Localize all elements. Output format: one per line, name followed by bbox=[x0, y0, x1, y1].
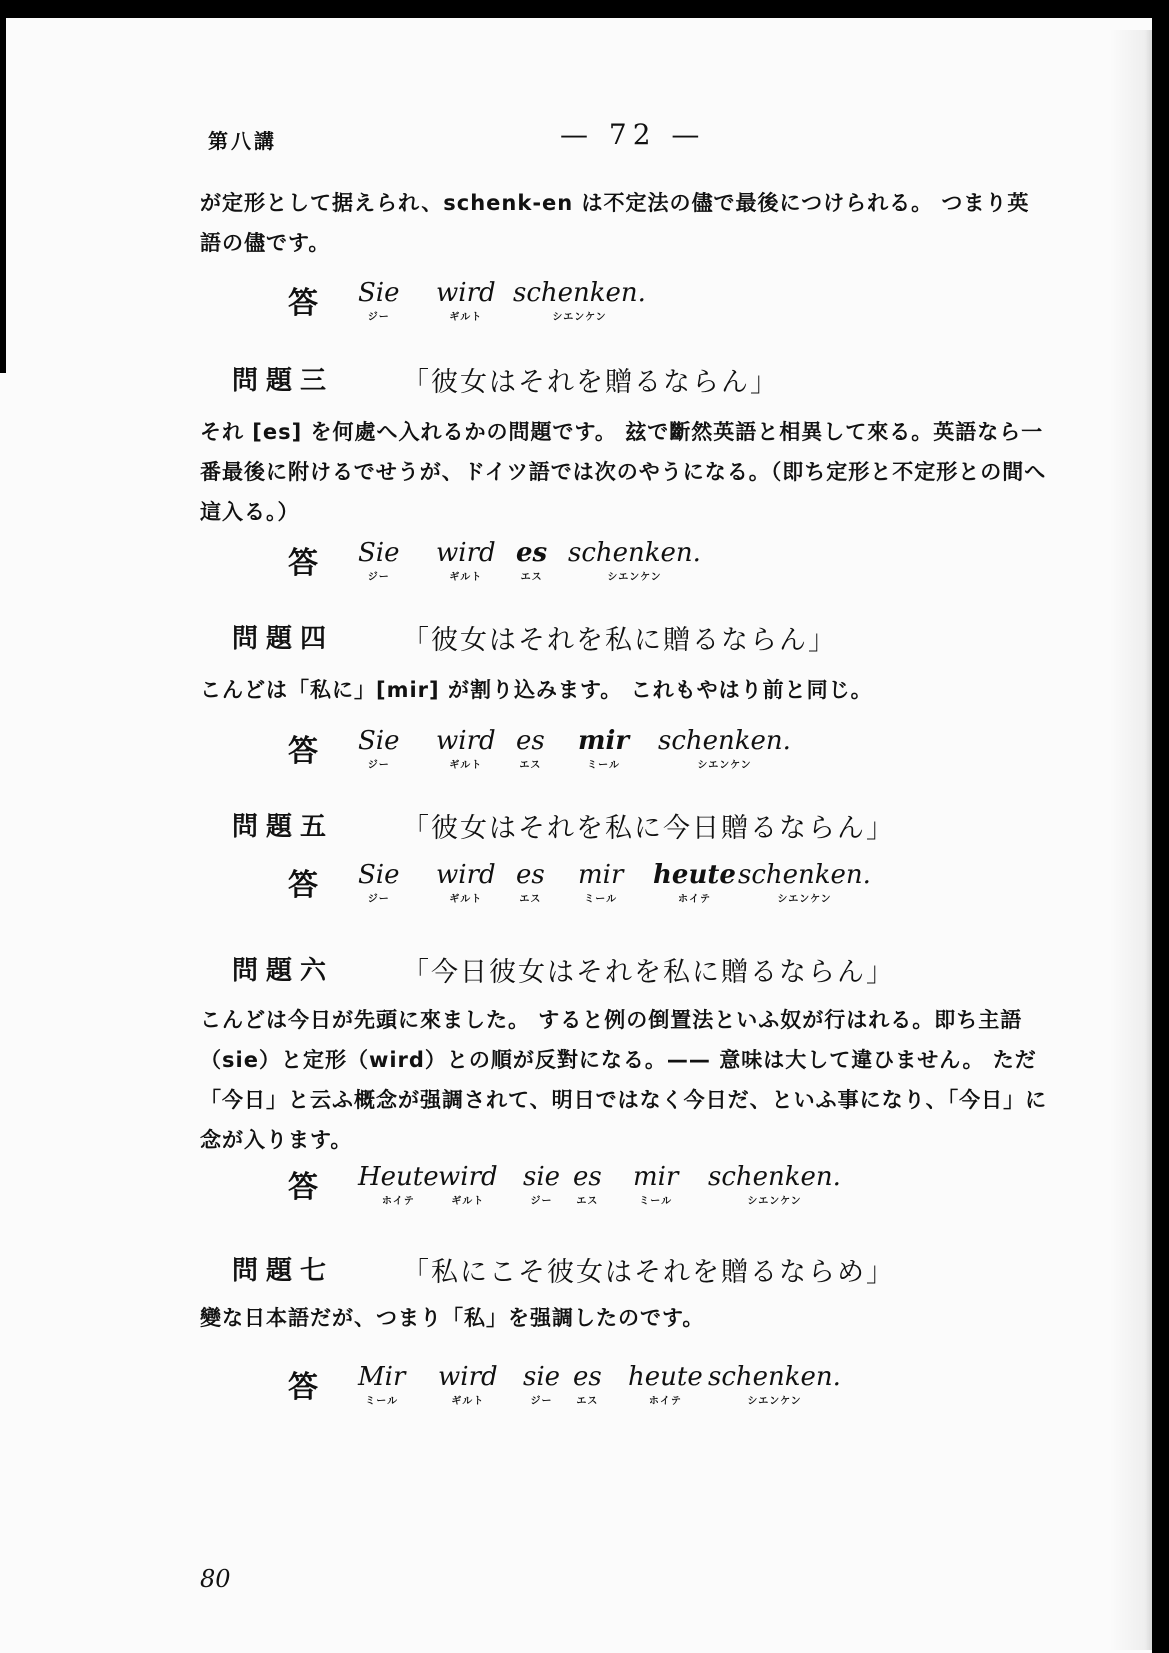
page-edge-shadow bbox=[1109, 30, 1169, 1650]
kana-reading: ホイテ bbox=[648, 1396, 682, 1407]
german-word bbox=[358, 726, 400, 771]
german-word bbox=[358, 1162, 439, 1207]
german-word bbox=[578, 726, 629, 771]
german-word-text: mir bbox=[578, 860, 624, 890]
german-word bbox=[738, 860, 871, 905]
german-word-text: schenken. bbox=[738, 860, 871, 890]
kana-reading: シエンケン bbox=[747, 1396, 802, 1407]
kana-reading: エス bbox=[519, 760, 542, 771]
german-word bbox=[708, 1162, 841, 1207]
kana-reading: エス bbox=[576, 1396, 599, 1407]
german-word bbox=[358, 538, 400, 583]
german-word-text: schenken. bbox=[568, 538, 701, 568]
german-word bbox=[573, 1362, 602, 1407]
german-word bbox=[436, 726, 496, 771]
german-word bbox=[513, 278, 646, 323]
problem-label: 問題四 bbox=[232, 624, 335, 654]
kana-reading: ギルト bbox=[449, 760, 483, 771]
german-word-text: Sie bbox=[358, 860, 400, 890]
german-word-text: wird bbox=[436, 278, 496, 308]
german-word-text: mir bbox=[578, 726, 630, 756]
answer-label: 答 bbox=[288, 1170, 318, 1205]
kana-reading: シエンケン bbox=[552, 312, 607, 323]
german-word bbox=[658, 726, 791, 771]
kana-reading: ジー bbox=[367, 894, 390, 905]
german-word bbox=[516, 538, 547, 583]
kana-reading: ギルト bbox=[451, 1196, 485, 1207]
german-word-text: wird bbox=[438, 1162, 498, 1192]
german-word bbox=[358, 278, 400, 323]
answer-label: 答 bbox=[288, 546, 318, 581]
german-word-text: mir bbox=[633, 1162, 679, 1192]
german-word bbox=[568, 538, 701, 583]
german-word-text: Heute bbox=[358, 1162, 439, 1192]
problem-label: 問題五 bbox=[232, 812, 335, 842]
german-word bbox=[358, 1362, 405, 1407]
german-word bbox=[708, 1362, 841, 1407]
paragraph-3: それ [es] を何處へ入れるかの問題です。 玆で斷然英語と相異して來る。英語なら一番最後に附けるでせうが、ドイツ語では次のやうになる。（即ち定形と不定形との間へ這入る。） bbox=[200, 420, 1047, 524]
german-word-text: es bbox=[573, 1362, 602, 1392]
kana-reading: ギルト bbox=[451, 1396, 485, 1407]
paragraph-6: こんどは今日が先頭に來ました。 すると例の倒置法といふ奴が行はれる。即ち主語（sie）と定形（wird）との順が反對になる。—— 意味は大して違ひません。 ただ「今日」と云ふ概念が强調されて、明日ではなく今日だ、といふ事になり、「今日」に念が入ります。 bbox=[200, 1008, 1048, 1152]
german-word bbox=[436, 278, 496, 323]
kana-reading: ミール bbox=[639, 1196, 673, 1207]
folio-number: 80 bbox=[200, 1565, 231, 1593]
kana-reading: シエンケン bbox=[697, 760, 752, 771]
german-word-text: schenken. bbox=[708, 1362, 841, 1392]
problem-question: 「彼女はそれを贈るならん」 bbox=[402, 367, 779, 398]
german-word bbox=[516, 860, 545, 905]
kana-reading: ジー bbox=[367, 760, 390, 771]
german-word-text: heute bbox=[653, 860, 736, 890]
german-word-text: es bbox=[516, 860, 545, 890]
german-word bbox=[436, 860, 496, 905]
chapter-running-head: 第八講 bbox=[208, 129, 277, 153]
problem-label: 問題三 bbox=[232, 366, 335, 396]
kana-reading: ミール bbox=[365, 1396, 399, 1407]
problem-question: 「彼女はそれを私に贈るならん」 bbox=[402, 625, 837, 656]
kana-reading: ミール bbox=[587, 760, 620, 771]
german-word bbox=[358, 860, 400, 905]
kana-reading: ジー bbox=[367, 572, 390, 583]
paragraph-7: 變な日本語だが、つまり「私」を强調したのです。 bbox=[200, 1306, 705, 1330]
kana-reading: ジー bbox=[367, 312, 390, 323]
german-word-text: es bbox=[573, 1162, 602, 1192]
kana-reading: ホイテ bbox=[381, 1196, 415, 1207]
german-word bbox=[523, 1362, 560, 1407]
scan-edge-shadow bbox=[0, 18, 6, 373]
answer-label: 答 bbox=[288, 734, 318, 769]
kana-reading: エス bbox=[519, 894, 542, 905]
german-word-text: schenken. bbox=[658, 726, 791, 756]
german-word bbox=[578, 860, 623, 905]
answer-label: 答 bbox=[288, 868, 318, 903]
german-word-text: schenken. bbox=[708, 1162, 841, 1192]
german-word-text: heute bbox=[628, 1362, 703, 1392]
kana-reading: ジー bbox=[530, 1196, 553, 1207]
paragraph-1: が定形として据えられ、schenk-en は不定法の儘で最後につけられる。 つまり英語の儘です。 bbox=[200, 191, 1030, 255]
problem-5 bbox=[232, 806, 895, 844]
problem-4 bbox=[232, 618, 837, 656]
german-word bbox=[573, 1162, 602, 1207]
page-number: — 72 — bbox=[560, 118, 706, 151]
german-word-text: Sie bbox=[358, 538, 400, 568]
german-word-text: sie bbox=[523, 1362, 561, 1392]
german-word-text: es bbox=[516, 726, 545, 756]
answer-label: 答 bbox=[288, 286, 318, 321]
problem-6 bbox=[232, 950, 895, 988]
german-word bbox=[628, 1362, 703, 1407]
german-word-text: sie bbox=[523, 1162, 561, 1192]
problem-3 bbox=[232, 360, 779, 398]
kana-reading: シエンケン bbox=[777, 894, 832, 905]
german-word-text: schenken. bbox=[513, 278, 646, 308]
kana-reading: ギルト bbox=[449, 894, 483, 905]
kana-reading: シエンケン bbox=[607, 572, 662, 583]
german-word bbox=[436, 538, 496, 583]
german-word-text: Sie bbox=[358, 726, 400, 756]
german-word bbox=[438, 1162, 498, 1207]
german-word-text: wird bbox=[436, 860, 496, 890]
problem-question: 「私にこそ彼女はそれを贈るならめ」 bbox=[402, 1257, 895, 1288]
german-word bbox=[653, 860, 736, 905]
kana-reading: ホイテ bbox=[677, 894, 711, 905]
german-word-text: es bbox=[516, 538, 548, 568]
kana-reading: エス bbox=[520, 572, 543, 583]
answer-label: 答 bbox=[288, 1370, 318, 1405]
kana-reading: シエンケン bbox=[747, 1196, 802, 1207]
german-word bbox=[523, 1162, 560, 1207]
kana-reading: ミール bbox=[584, 894, 618, 905]
german-word-text: wird bbox=[436, 726, 496, 756]
kana-reading: エス bbox=[576, 1196, 599, 1207]
kana-reading: ジー bbox=[530, 1396, 553, 1407]
kana-reading: ギルト bbox=[449, 572, 483, 583]
german-word-text: wird bbox=[438, 1362, 498, 1392]
problem-question: 「彼女はそれを私に今日贈るならん」 bbox=[402, 813, 895, 844]
german-word-text: wird bbox=[436, 538, 496, 568]
paragraph-4: こんどは「私に」[mir] が割り込みます。 これもやはり前と同じ。 bbox=[200, 678, 873, 702]
german-word-text: Mir bbox=[358, 1362, 406, 1392]
german-word bbox=[633, 1162, 678, 1207]
german-word bbox=[438, 1362, 498, 1407]
kana-reading: ギルト bbox=[449, 312, 483, 323]
problem-label: 問題七 bbox=[232, 1256, 335, 1286]
problem-label: 問題六 bbox=[232, 956, 335, 986]
german-word-text: Sie bbox=[358, 278, 400, 308]
problem-question: 「今日彼女はそれを私に贈るならん」 bbox=[402, 957, 895, 988]
problem-7 bbox=[232, 1250, 895, 1288]
german-word bbox=[516, 726, 545, 771]
